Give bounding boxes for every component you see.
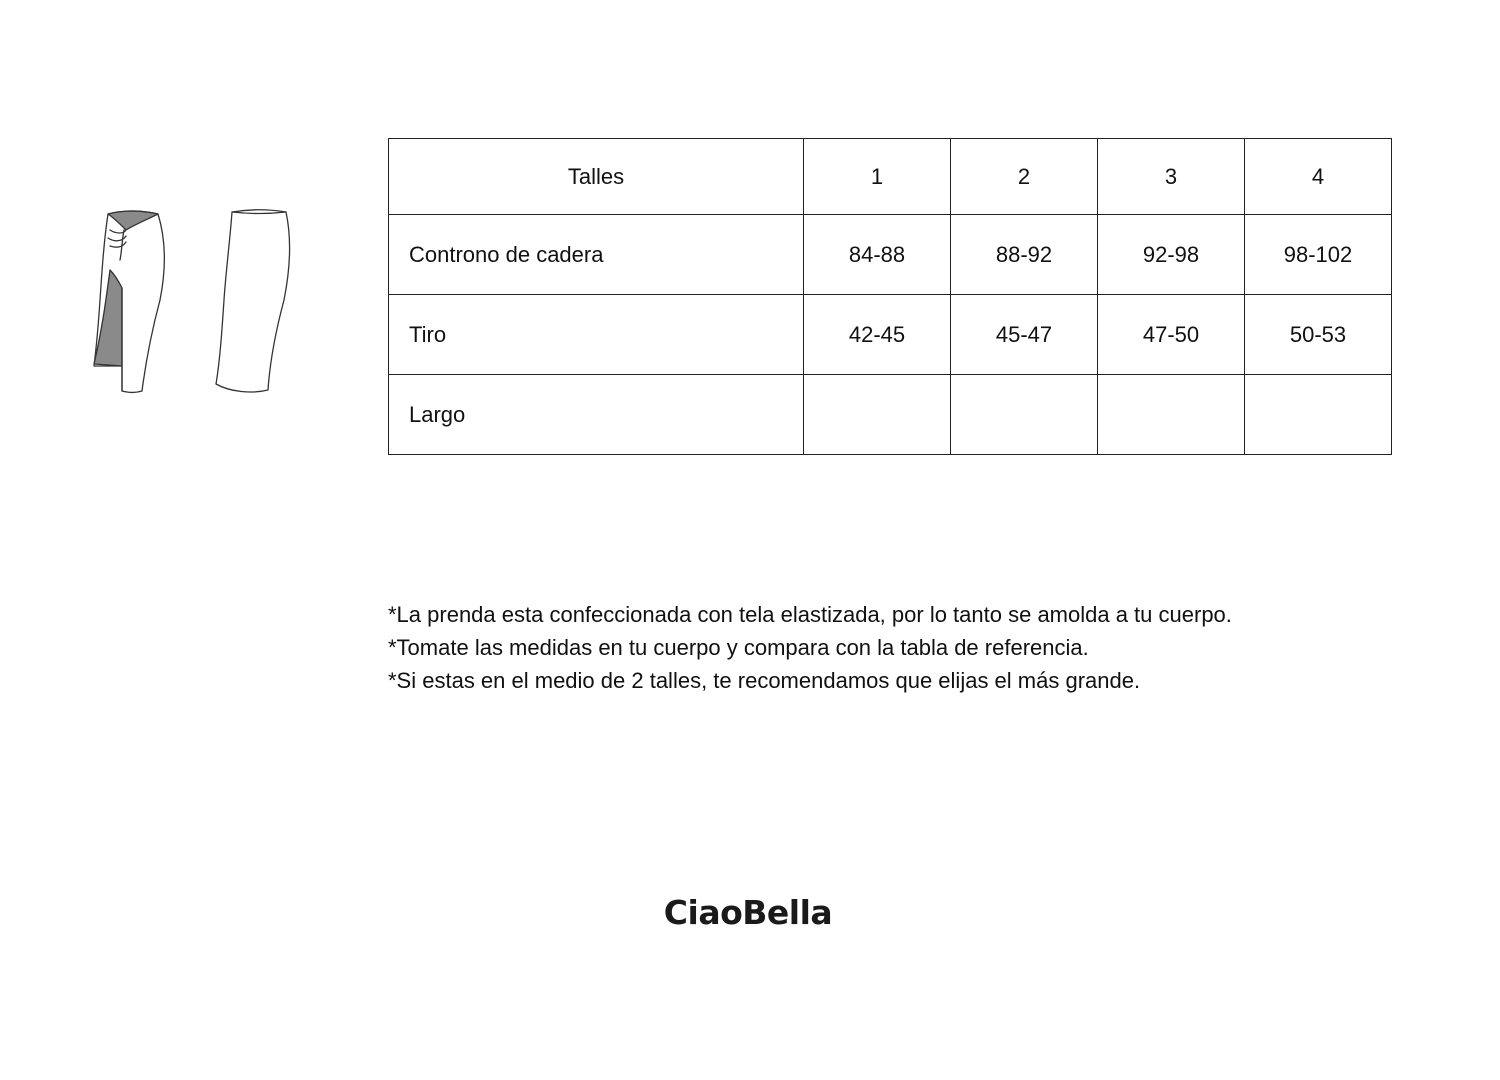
header-size-1: 1: [804, 139, 951, 215]
skirt-front-drawing: [94, 211, 164, 393]
header-talles: Talles: [389, 139, 804, 215]
header-size-2: 2: [951, 139, 1098, 215]
cell-rise-1: 42-45: [804, 295, 951, 375]
cell-length-1: [804, 375, 951, 455]
cell-hip-3: 92-98: [1098, 215, 1245, 295]
skirt-illustrations: [80, 200, 310, 410]
note-elastic-fabric: *La prenda esta confeccionada con tela elastizada, por lo tanto se amolda a tu cuerpo.: [388, 602, 1232, 627]
table-row-rise: [389, 295, 1392, 375]
cell-rise-4: 50-53: [1245, 295, 1392, 375]
table-row-length: [389, 375, 1392, 455]
cell-rise-3: 47-50: [1098, 295, 1245, 375]
note-take-measurements: *Tomate las medidas en tu cuerpo y compara con la tabla de referencia.: [388, 635, 1089, 660]
cell-length-4: [1245, 375, 1392, 455]
header-size-4: 4: [1245, 139, 1392, 215]
cell-rise-2: 45-47: [951, 295, 1098, 375]
header-size-3: 3: [1098, 139, 1245, 215]
cell-hip-2: 88-92: [951, 215, 1098, 295]
table-row-hip: [389, 215, 1392, 295]
table-header-row: [389, 139, 1392, 215]
skirt-back-drawing: [216, 210, 290, 392]
cell-length-3: [1098, 375, 1245, 455]
brand-logo: [0, 893, 1500, 932]
cell-hip-1: 84-88: [804, 215, 951, 295]
brand-name: CiaoBella: [663, 893, 833, 932]
size-table: [388, 138, 1392, 455]
cell-hip-4: 98-102: [1245, 215, 1392, 295]
row-label-rise: Tiro: [389, 295, 804, 375]
cell-length-2: [951, 375, 1098, 455]
row-label-hip: Controno de cadera: [389, 215, 804, 295]
row-label-length: Largo: [389, 375, 804, 455]
skirt-back-outline: [216, 210, 290, 392]
note-between-sizes: *Si estas en el medio de 2 talles, te recomendamos que elijas el más grande.: [388, 668, 1141, 693]
skirt-drawings: [80, 200, 310, 410]
size-notes: [388, 598, 1438, 697]
